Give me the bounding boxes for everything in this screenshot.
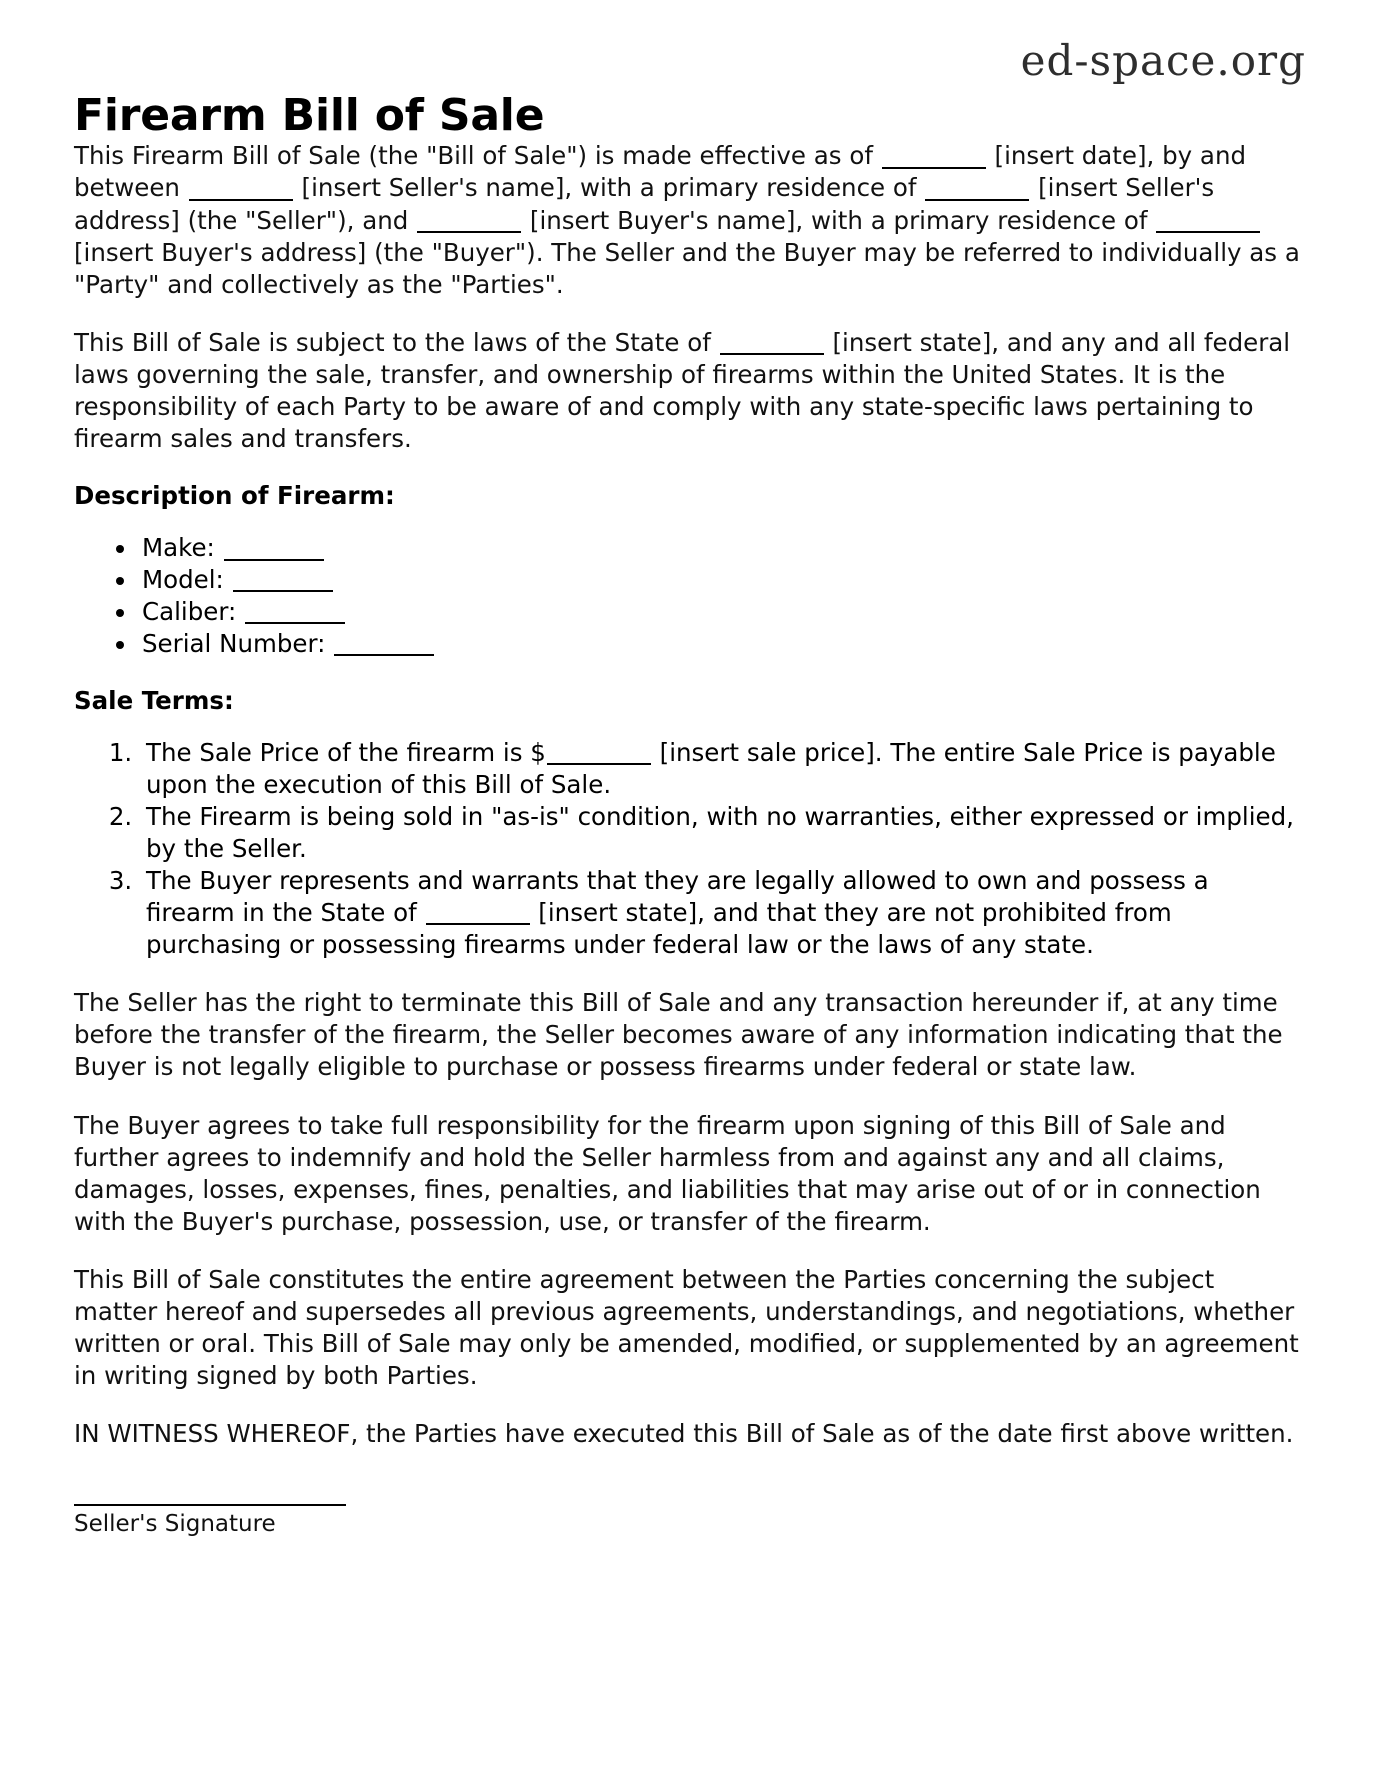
make-label: Make: [142, 533, 215, 563]
list-item [140, 865, 1300, 961]
intro-paragraph [74, 140, 1300, 300]
serial-number-label: Serial Number: [142, 628, 326, 658]
governing-law-text-1: This Bill of Sale is subject to the laws of the State of [74, 327, 719, 357]
page-title: Firearm Bill of Sale [74, 90, 545, 141]
description-of-firearm-heading: Description of Firearm: [74, 481, 395, 511]
site-watermark: ed-space.org [1020, 36, 1306, 85]
buyer-name-blank[interactable] [417, 206, 521, 233]
state-blank-2[interactable] [426, 899, 530, 926]
termination-paragraph: The Seller has the right to terminate this Bill of Sale and any transaction hereunder if, at any time before the transfer of the firearm, the Seller becomes aware of any information indicating that the Buyer is not legally eligible to purchase or possess firearms under federal or state law. [74, 988, 1283, 1082]
state-blank-1[interactable] [720, 329, 824, 356]
intro-text-4: [insert Seller's address] (the "Seller"), and [74, 173, 1215, 235]
model-blank[interactable] [233, 566, 333, 593]
intro-text-3: [insert Seller's name], with a primary residence of [293, 173, 925, 203]
indemnity-paragraph: The Buyer agrees to take full responsibility for the firearm upon signing of this Bill of Sale and further agrees to indemnify and hold the Seller harmless from and against any and all claims, damages, losses, expenses, fines, penalties, and liabilities that may arise out of or in connection with the Buyer's purchase, possession, use, or transfer of the firearm. [74, 1110, 1261, 1236]
signature-block [74, 1504, 1300, 1540]
caliber-label: Caliber: [142, 596, 237, 626]
model-label: Model: [142, 565, 224, 595]
list-item [138, 596, 1300, 628]
seller-address-blank[interactable] [925, 174, 1029, 201]
seller-signature-line[interactable] [74, 1504, 346, 1506]
term-1-text-2: [insert sale price]. The entire Sale Price is payable upon the execution of this Bill of Sale. [146, 737, 1276, 799]
term-1-text-1: The Sale Price of the firearm is $ [146, 737, 546, 767]
caliber-blank[interactable] [245, 598, 345, 625]
governing-law-text-2: [insert state], and any and all federal laws governing the sale, transfer, and ownership of firearms within the United States. It is the responsibility of each Party to be aware of and comply with any state-specific laws pertaining to firearm sales and transfers. [74, 327, 1291, 454]
list-item [138, 564, 1300, 596]
buyer-address-blank[interactable] [1156, 206, 1260, 233]
term-3-text-1: The Buyer represents and warrants that they are legally allowed to own and possess a firearm in the State of [146, 865, 1209, 928]
intro-text-5: [insert Buyer's name], with a primary residence of [522, 205, 1156, 235]
serial-number-blank[interactable] [334, 630, 434, 657]
list-item [140, 801, 1300, 865]
document-body [74, 0, 1300, 1540]
term-2-text-1: The Firearm is being sold in "as-is" condition, with no warranties, either expressed or implied, by the Seller. [146, 801, 1294, 863]
term-3-text-2: [insert state], and that they are not prohibited from purchasing or possessing firearms under federal law or the laws of any state. [146, 898, 1172, 960]
intro-text-6: [insert Buyer's address] (the "Buyer"). The Seller and the Buyer may be referred to individually as a "Party" and collectively as the "Parties". [74, 237, 1300, 299]
seller-name-blank[interactable] [189, 174, 293, 201]
intro-text-1: This Firearm Bill of Sale (the "Bill of Sale") is made effective as of [74, 141, 881, 171]
entire-agreement-paragraph: This Bill of Sale constitutes the entire agreement between the Parties concerning the subject matter hereof and supersedes all previous agreements, understandings, and negotiations, whether written or oral. This Bill of Sale may only be amended, modified, or supplemented by an agreement in writing signed by both Parties. [74, 1264, 1299, 1391]
make-blank[interactable] [224, 534, 324, 561]
intro-text-2: [insert date], by and between [74, 141, 1247, 203]
sale-terms-heading: Sale Terms: [74, 685, 234, 715]
sale-terms-list [74, 737, 1300, 962]
sale-price-blank[interactable] [547, 739, 651, 766]
list-item [138, 532, 1300, 564]
witness-paragraph: IN WITNESS WHEREOF, the Parties have executed this Bill of Sale as of the date first above written. [74, 1419, 1294, 1449]
list-item [140, 737, 1300, 801]
firearm-description-list [74, 532, 1300, 659]
governing-law-paragraph [74, 327, 1300, 455]
list-item [138, 628, 1300, 660]
date-blank[interactable] [882, 142, 986, 169]
seller-signature-label: Seller's Signature [74, 1511, 276, 1538]
